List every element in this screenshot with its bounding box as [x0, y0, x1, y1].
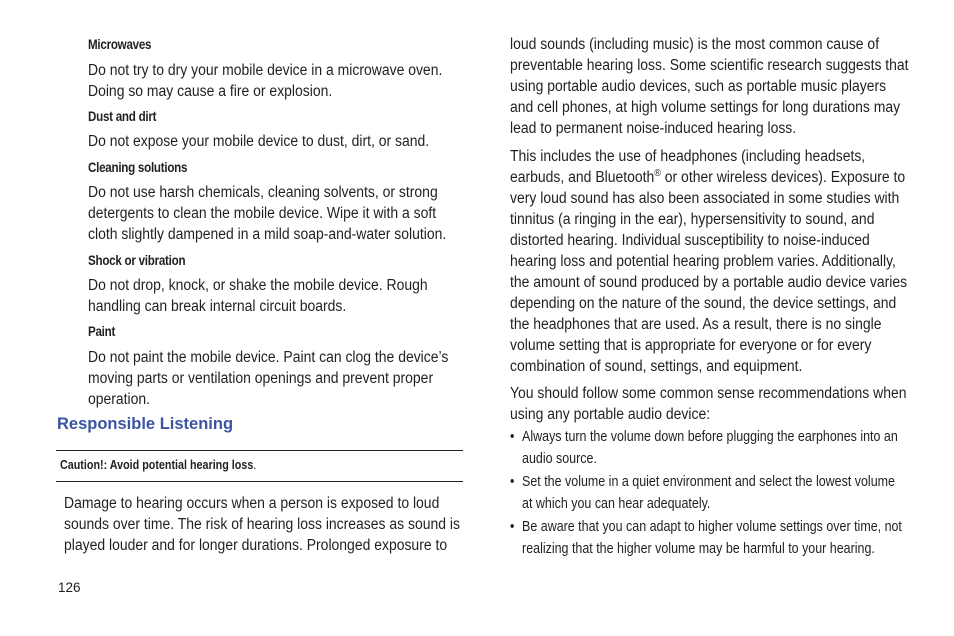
- right-paragraph-2-start: This includes the use of headphones (including headsets, earbuds, and Bluetooth: [510, 148, 866, 186]
- right-paragraph-3: You should follow some common sense recommendations when using any portable audio device:: [510, 385, 907, 423]
- right-paragraph-2: [510, 146, 913, 377]
- body-microwaves: Do not try to dry your mobile device in a microwave oven. Doing so may cause a fire or explosion.: [88, 62, 443, 100]
- list-item: [510, 471, 907, 515]
- heading-shock-or-vibration: Shock or vibration: [88, 253, 186, 268]
- caution-bottom-rule: [56, 481, 463, 482]
- section-title-responsible-listening: Responsible Listening: [57, 415, 234, 433]
- list-item-text: Set the volume in a quiet environment and select the lowest volume at which you can hear adequately.: [522, 474, 895, 512]
- caution-note: [60, 458, 256, 472]
- list-item-text: Be aware that you can adapt to higher volume settings over time, not realizing that the higher volume may be harmful to your hearing.: [522, 519, 902, 557]
- bullet-icon: •: [510, 519, 515, 535]
- body-paint: Do not paint the mobile device. Paint can clog the device’s moving parts or ventilation openings and prevent proper operation.: [88, 349, 449, 408]
- caution-label: Caution!: Avoid potential hearing loss: [60, 458, 254, 472]
- heading-cleaning-solutions: Cleaning solutions: [88, 160, 188, 175]
- list-item: [510, 426, 907, 470]
- list-item: [510, 516, 907, 560]
- recommendation-list: [510, 426, 907, 560]
- caution-end: .: [253, 458, 257, 472]
- right-paragraph-1: loud sounds (including music) is the most common cause of preventable hearing loss. Some scientific research suggests that using portable audio devices, such as portable music players and cell phones, at high volume settings for long durations may lead to permanent noise-induced hearing loss.: [510, 36, 909, 137]
- heading-microwaves: Microwaves: [88, 37, 152, 52]
- heading-dust-and-dirt: Dust and dirt: [88, 109, 157, 124]
- caution-top-rule: [56, 450, 463, 451]
- bullet-icon: •: [510, 474, 515, 490]
- heading-paint: Paint: [88, 324, 116, 339]
- registered-mark: ®: [654, 167, 661, 179]
- page-number: 126: [58, 580, 81, 595]
- intro-paragraph: Damage to hearing occurs when a person is exposed to loud sounds over time. The risk of hearing loss increases as sound is played louder and for longer durations. Prolonged exposure to: [64, 495, 460, 554]
- right-paragraph-2-rest: or other wireless devices). Exposure to very loud sound has also been associated in some studies with tinnitus (a ringing in the ear), hypersensitivity to sound, and distorted hearing. Individual susceptibility to noise-induced hearing loss and potential hearing problem varies. Additionally, the amount of sound produced by a portable audio device varies depending on the nature of the sound, the device settings, and the headphones that are used. As a result, there is no single volume setting that is appropriate for everyone or for every combination of sound, settings, and equipment.: [510, 169, 908, 375]
- bullet-icon: •: [510, 429, 515, 445]
- body-shock-or-vibration: Do not drop, knock, or shake the mobile device. Rough handling can break internal circuit boards.: [88, 277, 428, 315]
- body-dust-and-dirt: Do not expose your mobile device to dust, dirt, or sand.: [88, 133, 430, 150]
- list-item-text: Always turn the volume down before plugging the earphones into an audio source.: [522, 429, 898, 467]
- body-cleaning-solutions: Do not use harsh chemicals, cleaning solvents, or strong detergents to clean the mobile device. Wipe it with a soft cloth slightly dampened in a mild soap-and-water solution.: [88, 184, 447, 243]
